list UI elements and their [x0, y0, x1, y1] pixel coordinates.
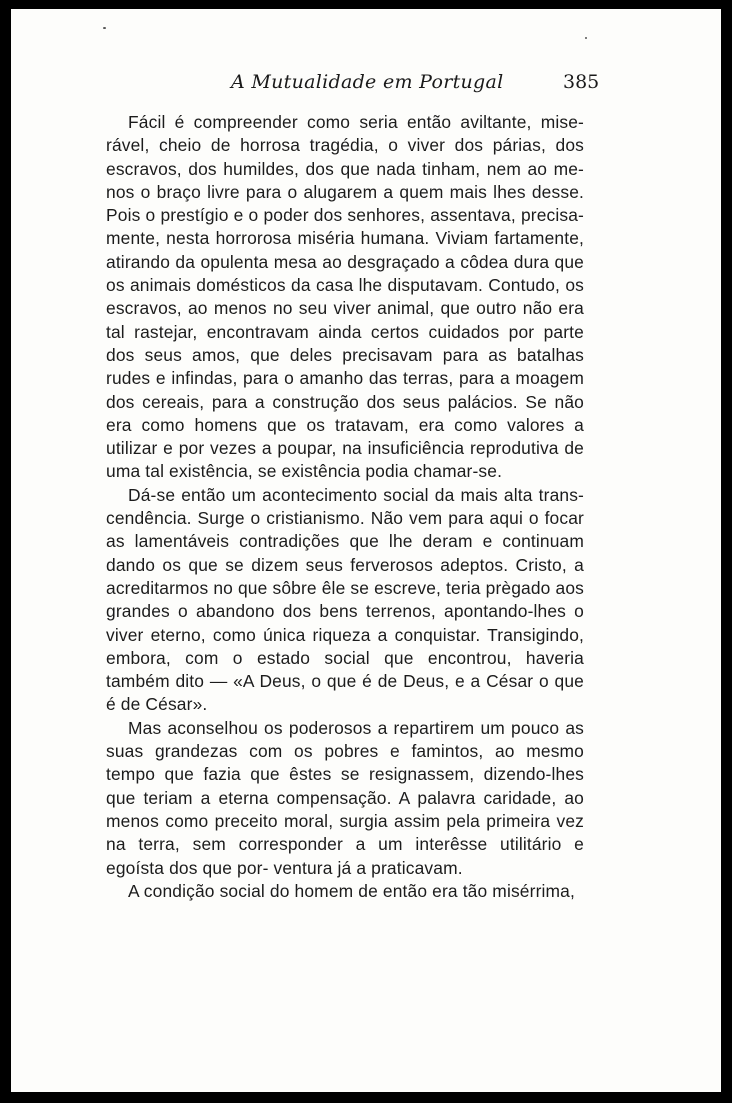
page-header: [11, 71, 721, 101]
running-title: A Mutualidade em Portugal: [231, 71, 504, 93]
scan-speck: [585, 37, 587, 39]
book-page: [11, 9, 721, 1092]
page-number: 385: [563, 71, 600, 93]
body-text: [106, 111, 584, 903]
paragraph: Dá-se então um acontecimento social da mais alta trans- cendência. Surge o cristianismo. Não vem para aqui o focar as lamentáveis contradições que lhe deram e continuam dando os que se dizem seus ferverosos adeptos. Cristo, a acreditarmos no que sôbre êle se escreve, teria prègado aos grandes o abandono dos bens terrenos, apontando-lhes o viver eterno, como única riqueza a conquistar. Transigindo, embora, com o estado social que encontrou, haveria também dito — «A Deus, o que é de Deus, e a César o que é de César».: [106, 484, 584, 715]
paragraph: Mas aconselhou os poderosos a repartirem um pouco as suas grandezas com os pobres e famintos, ao mesmo tempo que fazia que êstes se resignassem, dizendo-lhes que teriam a eterna compensação. A palavra caridade, ao menos como preceito moral, surgia assim pela primeira vez na terra, sem corresponder a um interêsse utilitário e egoísta dos que por- ventura já a praticavam.: [106, 717, 584, 878]
paragraph: Fácil é compreender como seria então aviltante, mise- rável, cheio de horrosa tragédia, o viver dos párias, dos escravos, dos humildes, dos que nada tinham, nem ao me- nos o braço livre para o alugarem a quem mais lhes desse. Pois o prestígio e o poder dos senhores, assentava, precisa- mente, nesta horrorosa miséria humana. Viviam fartamente, atirando da opulenta mesa ao desgraçado a côdea dura que os animais domésticos da casa lhe disputavam. Contudo, os escravos, ao menos no seu viver animal, que outro não era tal rastejar, encontravam ainda certos cuidados por parte dos seus amos, que deles precisavam para as batalhas rudes e infindas, para o amanho das terras, para a moagem dos cereais, para a construção dos seus palácios. Se não era como homens que os tratavam, era como valores a utilizar e por vezes a poupar, na insuficiência reprodutiva de uma tal existência, se existência podia chamar-se.: [106, 112, 584, 482]
paragraph: A condição social do homem de então era tão misérrima,: [128, 880, 575, 901]
scan-speck: [103, 27, 106, 29]
